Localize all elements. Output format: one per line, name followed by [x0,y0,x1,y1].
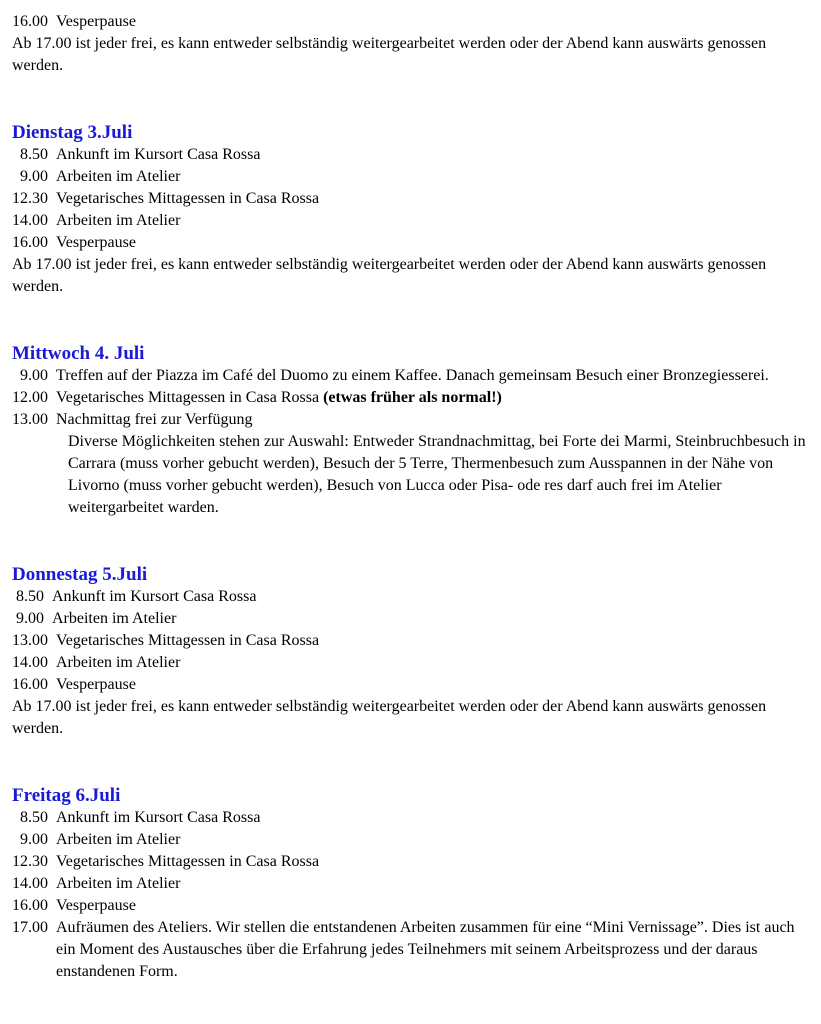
activity-label: Vegetarisches Mittagessen in Casa Rossa [56,389,320,406]
activity-label: Vesperpause [56,676,136,693]
schedule-row [12,144,812,166]
schedule-row [12,409,812,431]
schedule-row [12,917,812,983]
schedule-row [12,873,812,895]
activity-label: Ankunft im Kursort Casa Rossa [56,809,261,826]
schedule-row [12,851,812,873]
activity-label: Vegetarisches Mittagessen in Casa Rossa [56,853,320,870]
schedule-row [12,674,812,696]
schedule-row [12,630,812,652]
time-label: 13.00 [12,632,48,649]
time-label: 12.30 [12,190,48,207]
schedule-row [12,232,812,254]
activity-label: Arbeiten im Atelier [56,875,181,892]
time-label: 14.00 [12,212,48,229]
time-label: 9.00 [20,831,48,848]
schedule-row [12,807,812,829]
schedule-row [12,166,812,188]
time-label: 8.50 [20,809,48,826]
time-label: 12.30 [12,853,48,870]
activity-label: Vegetarisches Mittagessen in Casa Rossa [56,632,320,649]
day-heading-thursday: Donnestag 5.Juli [12,564,148,585]
free-evening-note: Ab 17.00 ist jeder frei, es kann entweder selbständig weitergearbeitet werden oder der Abend kann auswärts genossen werden. [12,256,767,295]
time-label: 9.00 [20,367,48,384]
activity-label: Ankunft im Kursort Casa Rossa [56,146,261,163]
schedule-row [12,210,812,232]
free-evening-note: Ab 17.00 ist jeder frei, es kann entweder selbständig weitergearbeitet werden oder der Abend kann auswärts genossen werden. [12,698,767,737]
free-evening-note: Ab 17.00 ist jeder frei, es kann entweder selbständig weitergearbeitet werden oder der Abend kann auswärts genossen werden. [12,35,767,74]
time-label: 12.00 [12,389,48,406]
time-label: 16.00 [12,676,48,693]
activity-label: Arbeiten im Atelier [56,831,181,848]
schedule-row [12,188,812,210]
activity-label: Arbeiten im Atelier [56,168,181,185]
time-label: 8.50 [20,146,48,163]
schedule-row [12,365,812,387]
time-label: 17.00 [12,919,48,936]
activity-label: Nachmittag frei zur Verfügung [56,411,253,428]
schedule-row [12,652,812,674]
time-label: 8.50 [16,588,44,605]
time-label: 13.00 [12,411,48,428]
activity-label: Aufräumen des Ateliers. Wir stellen die entstandenen Arbeiten zusammen für eine “Mini Vernissage”. Dies ist auch ein Moment des Austausches über die Erfahrung jedes Teilnehmers mit seinem Arbeitsprozess und der daraus enstandenen Form. [56,919,795,980]
schedule-row [12,586,812,608]
time-label: 16.00 [12,234,48,251]
activity-label: Arbeiten im Atelier [56,212,181,229]
time-label: 9.00 [16,610,44,627]
time-label: 14.00 [12,875,48,892]
schedule-row [12,829,812,851]
schedule-row [12,608,812,630]
schedule-document [12,11,812,983]
activity-label: Vegetarisches Mittagessen in Casa Rossa [56,190,320,207]
schedule-row [12,387,812,409]
day-heading-friday: Freitag 6.Juli [12,785,121,806]
schedule-row [12,895,812,917]
afternoon-options: Diverse Möglichkeiten stehen zur Auswahl: Entweder Strandnachmittag, bei Forte dei Marmi, Steinbruchbesuch in Carrara (muss vorher gebucht werden), Besuch der 5 Terre, Thermenbesuch zum Ausspannen in der Nähe von Livorno (muss vorher gebucht werden), Besuch von Lucca oder Pisa- ode res darf auch frei im Atelier weitergarbeitet warden. [68,433,806,516]
day-heading-tuesday: Dienstag 3.Juli [12,122,133,143]
activity-label: Arbeiten im Atelier [52,610,177,627]
emphasis-note: (etwas früher als normal!) [323,389,502,406]
activity-label: Treffen auf der Piazza im Café del Duomo zu einem Kaffee. Danach gemeinsam Besuch einer Bronzegiesserei. [56,367,769,384]
intro-row [12,11,812,33]
day-heading-wednesday: Mittwoch 4. Juli [12,343,145,364]
activity-label: Vesperpause [56,13,136,30]
activity-label: Vesperpause [56,234,136,251]
time-label: 16.00 [12,897,48,914]
activity-label: Ankunft im Kursort Casa Rossa [52,588,257,605]
time-label: 14.00 [12,654,48,671]
time-label: 9.00 [20,168,48,185]
time-label: 16.00 [12,13,48,30]
activity-label: Arbeiten im Atelier [56,654,181,671]
activity-label: Vesperpause [56,897,136,914]
